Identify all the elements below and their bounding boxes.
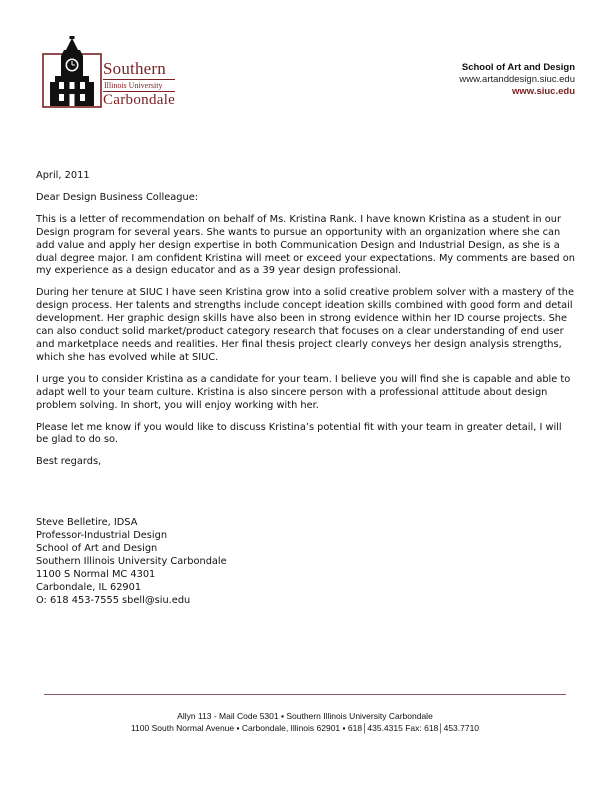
clock-tower-icon: [42, 36, 102, 108]
university-logo: [42, 36, 192, 110]
letter-salutation: Dear Design Business Colleague:: [36, 191, 199, 203]
school-name: School of Art and Design: [461, 62, 575, 73]
letter-paragraph: This is a letter of recommendation on behalf of Ms. Kristina Rank. I have known Kristina as a student in our Design program for several years. She wants to pursue an opportunity with an organization where she can add value and apply her design expertise in both Communication Design and Industrial Design, as she is a dual degree major. I am confident Kristina will meet or exceed your expectations. My comments are based on my experience as a design educator and as a 39 year design professional.: [36, 213, 575, 277]
letter-body: [36, 170, 576, 608]
logo-word-carbondale: Carbondale: [103, 92, 176, 108]
logo-word-illinois-university: Illinois University: [103, 79, 175, 92]
signer-phone-email: O: 618 453-7555 sbell@siu.edu: [36, 594, 191, 606]
signer-title: Professor-Industrial Design: [36, 530, 168, 542]
signer-city-state-zip: Carbondale, IL 62901: [36, 581, 142, 593]
footer-divider: [44, 694, 566, 695]
footer-address-line-2: 1100 South Normal Avenue ▪ Carbondale, Illinois 62901 ▪ 618│435.4315 Fax: 618│453.7710: [130, 723, 480, 733]
letter-paragraph: Please let me know if you would like to discuss Kristina’s potential fit with your team in greater detail, I will be glad to do so.: [36, 421, 562, 446]
signer-university: Southern Illinois University Carbondale: [36, 555, 227, 567]
signer-school: School of Art and Design: [36, 543, 158, 555]
letter-paragraph: During her tenure at SIUC I have seen Kristina grow into a solid creative problem solver with a mastery of the design process. Her talents and strengths include concept ideation skills combined with good form and detail development. Her graphic design skills have also been in strong evidence within her ID course projects. She can also conduct solid market/product category research that focuses on a clear understanding of end user and marketplace needs and realities. Her final thesis project clearly conveys her design analysis strengths, which she has evolved while at SIUC.: [36, 287, 574, 363]
signer-street-address: 1100 S Normal MC 4301: [36, 568, 156, 580]
signature-block: [36, 517, 576, 607]
letter-paragraph: I urge you to consider Kristina as a candidate for your team. I believe you will find she is capable and able to adapt well to your team culture. Kristina is also sincere person with a professional attitude about design problem solving. In short, you will enjoy working with her.: [36, 373, 571, 411]
logo-word-southern: Southern: [103, 59, 166, 78]
letter-closing: Best regards,: [36, 456, 102, 468]
logo-wordmark: [103, 60, 175, 109]
department-website-link[interactable]: www.artanddesign.siuc.edu: [459, 74, 575, 85]
footer-address-line-1: Allyn 113 - Mail Code 5301 ▪ Southern Illinois University Carbondale: [177, 711, 433, 721]
letterhead-contact: [459, 62, 575, 98]
letterhead-footer: [44, 710, 566, 734]
university-website-link[interactable]: www.siuc.edu: [512, 86, 575, 97]
letter-date: April, 2011: [36, 170, 90, 181]
signer-name: Steve Belletire, IDSA: [36, 517, 138, 529]
